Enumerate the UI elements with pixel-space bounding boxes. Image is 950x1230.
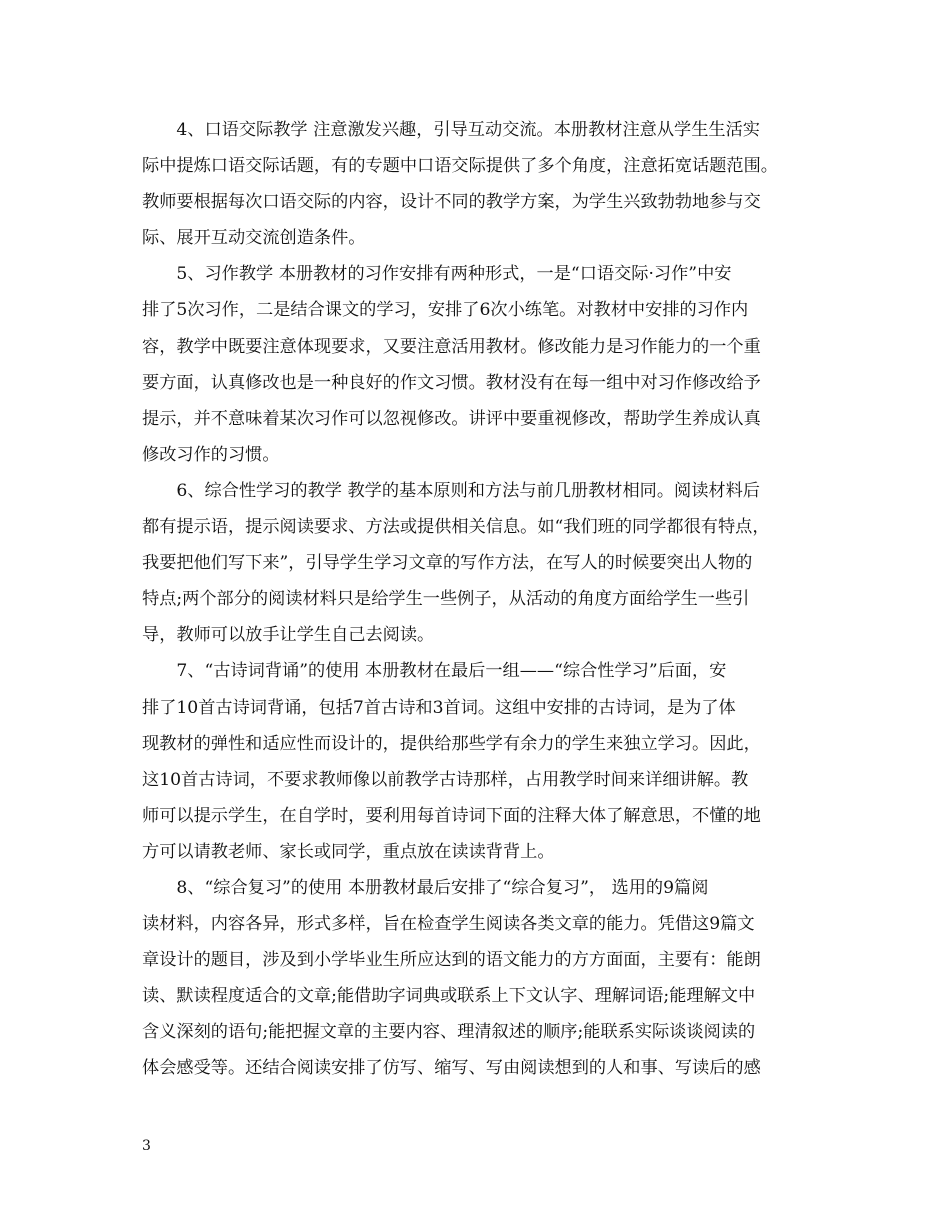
- text-line: 导，教师可以放手让学生自己去阅读。: [142, 625, 435, 646]
- text-line: 我要把他们写下来”，引导学生学习文章的写作方法，在写人的时候要突出人物的: [142, 553, 753, 574]
- text-line: 排了10首古诗词背诵，包括7首古诗和3首词。这组中安排的古诗词，是为了体: [142, 697, 736, 718]
- text-line: 特点;两个部分的阅读材料只是给学生一些例子，从活动的角度方面给学生一些引: [142, 589, 750, 610]
- text-line: 容，教学中既要注意体现要求，又要注意活用教材。修改能力是习作能力的一个重: [142, 336, 761, 357]
- text-line: 5、习作教学 本册教材的习作安排有两种形式，一是“口语交际·习作”中安: [142, 264, 732, 285]
- text-line: 含义深刻的语句;能把握文章的主要内容、理清叙述的顺序;能联系实际谈谈阅读的: [142, 1022, 756, 1043]
- text-line: 方可以请教老师、家长或同学，重点放在读读背背上。: [142, 841, 555, 862]
- text-line: 6、综合性学习的教学 教学的基本原则和方法与前几册教材相同。阅读材料后: [142, 480, 760, 501]
- text-line: 提示，并不意味着某次习作可以忽视修改。讲评中要重视修改，帮助学生养成认真: [142, 408, 761, 429]
- text-line: 体会感受等。还结合阅读安排了仿写、缩写、写由阅读想到的人和事、写读后的感: [142, 1058, 761, 1079]
- text-line: 4、口语交际教学 注意激发兴趣，引导互动交流。本册教材注意从学生生活实: [142, 120, 760, 140]
- text-line: 教师要根据每次口语交际的内容，设计不同的教学方案，为学生兴致勃勃地参与交: [142, 192, 761, 213]
- text-line: 读材料，内容各异，形式多样，旨在检查学生阅读各类文章的能力。凭借这9篇文: [142, 914, 755, 935]
- text-line: 8、“综合复习”的使用 本册教材最后安排了“综合复习”， 选用的9篇阅: [142, 877, 709, 898]
- text-line: 现教材的弹性和适应性而设计的，提供给那些学有余力的学生来独立学习。因此，: [142, 733, 761, 754]
- page-number: 3: [142, 1138, 151, 1154]
- text-line: 都有提示语，提示阅读要求、方法或提供相关信息。如“我们班的同学都很有特点，: [142, 517, 770, 538]
- body-text: [142, 112, 822, 1087]
- text-line: 章设计的题目，涉及到小学毕业生所应达到的语文能力的方方面面，主要有：能朗: [142, 950, 761, 971]
- text-line: 这10首古诗词，不要求教师像以前教学古诗那样，占用教学时间来详细讲解。教: [142, 769, 749, 790]
- text-line: 际、展开互动交流创造条件。: [142, 228, 366, 249]
- text-line: 读、默读程度适合的文章;能借助字词典或联系上下文认字、理解词语;能理解文中: [142, 986, 756, 1007]
- text-line: 际中提炼口语交际话题，有的专题中口语交际提供了多个角度，注意拓宽话题范围。: [142, 156, 778, 177]
- text-line: 要方面，认真修改也是一种良好的作文习惯。教材没有在每一组中对习作修改给予: [142, 372, 761, 393]
- text-line: 排了5次习作，二是结合课文的学习，安排了6次小练笔。对教材中安排的习作内: [142, 300, 749, 321]
- text-line: 修改习作的习惯。: [142, 444, 280, 465]
- text-line: 师可以提示学生，在自学时，要利用每首诗词下面的注释大体了解意思，不懂的地: [142, 805, 761, 826]
- text-line: 7、“古诗词背诵”的使用 本册教材在最后一组——“综合性学习”后面，安: [142, 661, 727, 682]
